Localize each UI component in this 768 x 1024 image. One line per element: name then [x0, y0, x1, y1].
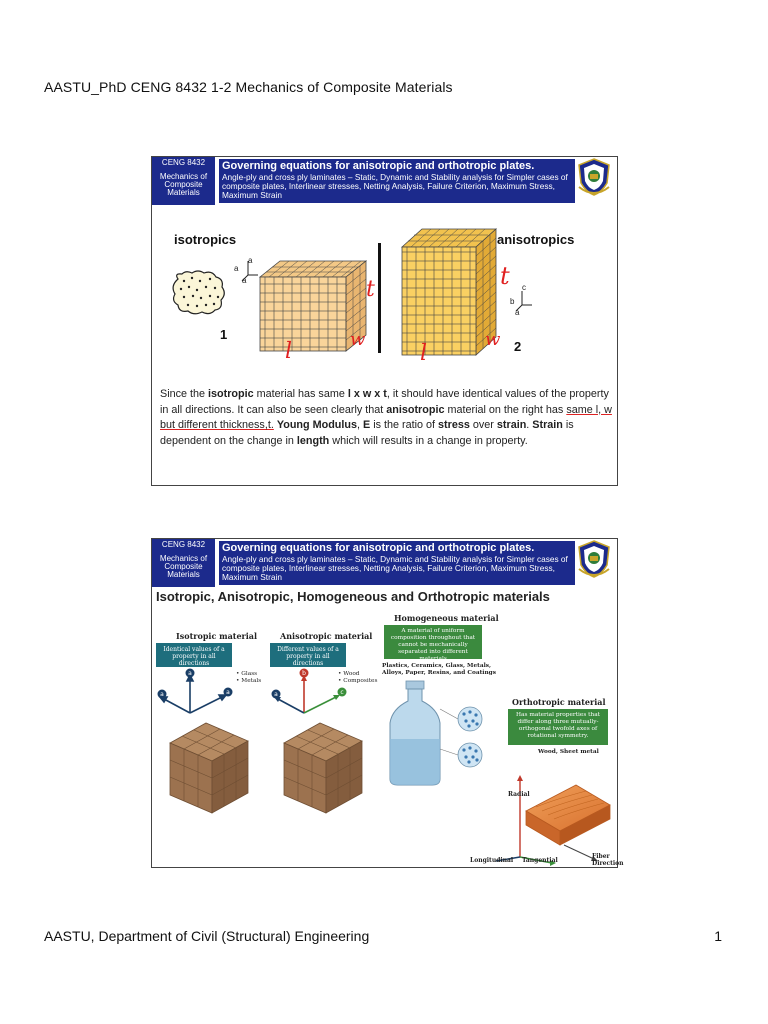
- orthotropic-desc: Has material properties that differ along three mutually-orthogonal twofold axes of rotational symmetry.: [508, 709, 608, 745]
- page-number: 1: [714, 928, 722, 944]
- anisotropic-cube: [398, 225, 501, 357]
- axis-b: b: [510, 297, 515, 306]
- anisotropic-brick-cube: [280, 717, 366, 815]
- slide-subtitle: Angle-ply and cross ply laminates – Static, Dynamic and Stability analysis for Simpler cases of composite plates, Interlinear stresses, Netting Analysis, Failure Criterion, Maximum Stress, Maximum Strain: [219, 173, 575, 203]
- hand-t-1: t: [366, 277, 375, 302]
- orthotropic-title: Orthotropic material: [512, 697, 606, 707]
- svg-text:c: c: [340, 689, 344, 696]
- axis-a-right: a: [515, 308, 520, 317]
- isotropic-brick-cube: [166, 717, 252, 815]
- anisotropic-desc: Different values of a property in all directions: [270, 643, 346, 667]
- axis-c: c: [522, 283, 526, 292]
- isotropic-example-glass: • Glass: [236, 671, 258, 677]
- university-logo-icon: [576, 157, 612, 197]
- anisotropic-title: Anisotropic material: [280, 631, 373, 641]
- slide-header: [152, 539, 617, 587]
- svg-text:a: a: [160, 691, 164, 698]
- anisotropic-example-composites: • Composites: [338, 678, 378, 684]
- isotropic-example-metals: • Metals: [236, 678, 262, 684]
- slide2-title: Isotropic, Anisotropic, Homogeneous and Orthotropic materials: [156, 589, 550, 604]
- slide-title: Governing equations for anisotropic and orthotropic plates.: [219, 541, 575, 555]
- homogeneous-title: Homogeneous material: [394, 613, 499, 623]
- axis-a-bottom: a: [242, 276, 247, 285]
- slide-1: [151, 156, 618, 486]
- course-badge: [152, 539, 215, 587]
- page-header: AASTU_PhD CENG 8432 1-2 Mechanics of Composite Materials: [44, 79, 453, 95]
- hand-l-1: l: [285, 339, 293, 364]
- divider-line: [378, 243, 381, 353]
- homogeneous-examples: Plastics, Ceramics, Glass, Metals, Alloys, Paper, Resins, and Coatings: [382, 663, 496, 676]
- slide-subtitle: Angle-ply and cross ply laminates – Static, Dynamic and Stability analysis for Simpler cases of composite plates, Interlinear stresses, Netting Analysis, Failure Criterion, Maximum Stress, Maximum Strain: [219, 555, 575, 585]
- hand-w-1: w: [350, 329, 366, 350]
- label-2: 2: [514, 339, 522, 354]
- anisotropics-label: anisotropics: [497, 232, 575, 247]
- anisotropic-example-wood: • Wood: [338, 671, 360, 677]
- label-1: 1: [220, 327, 228, 342]
- axis-longitudinal: Longitudinal: [470, 857, 514, 864]
- isotropics-label: isotropics: [174, 232, 237, 247]
- axis-a-top: a: [248, 256, 253, 265]
- slide-title: Governing equations for anisotropic and orthotropic plates.: [219, 159, 575, 173]
- slide-header: [152, 157, 617, 205]
- svg-text:a: a: [188, 670, 192, 677]
- orthotropic-wood-block: [492, 765, 624, 867]
- axis-tangential: Tangential: [522, 857, 558, 864]
- orthotropic-examples: Wood, Sheet metal: [538, 749, 599, 755]
- homogeneous-desc: A material of uniform composition throughout that cannot be mechanically separated into different materials: [384, 625, 482, 659]
- axis-radial: Radial: [508, 791, 530, 798]
- university-logo-icon: [576, 539, 612, 579]
- course-name: Mechanics of Composite Materials: [159, 554, 208, 579]
- isotropic-desc: Identical values of a property in all directions: [156, 643, 232, 667]
- hand-w-2: w: [485, 329, 501, 350]
- svg-text:b: b: [302, 670, 306, 677]
- isotropic-particle-blob-icon: [170, 269, 228, 317]
- hand-l-2: l: [420, 341, 428, 366]
- course-code: CENG 8432: [161, 158, 206, 167]
- course-code: CENG 8432: [161, 540, 206, 549]
- isotropic-title: Isotropic material: [176, 631, 258, 641]
- slide-2: [151, 538, 624, 868]
- course-badge: [152, 157, 215, 205]
- homogeneous-bottle-icon: [384, 679, 504, 787]
- axis-fiber-direction: Fiber Direction: [592, 853, 624, 867]
- axis-a-left: a: [234, 264, 239, 273]
- hand-t-2: t: [500, 262, 510, 290]
- course-name: Mechanics of Composite Materials: [159, 172, 208, 197]
- svg-text:a: a: [226, 689, 230, 696]
- page-footer: AASTU, Department of Civil (Structural) Engineering: [44, 928, 370, 944]
- svg-text:a: a: [274, 691, 278, 698]
- slide1-body-text: Since the isotropic material has same l x w x t, it should have identical values of the property in all directions. It can also be seen clearly that anisotropic material on the right has same l, w but different thickness,t. Young Modulus, E is the ratio of stress over strain. Strain is dependent on the change in length which will results in a change in property.: [160, 388, 612, 447]
